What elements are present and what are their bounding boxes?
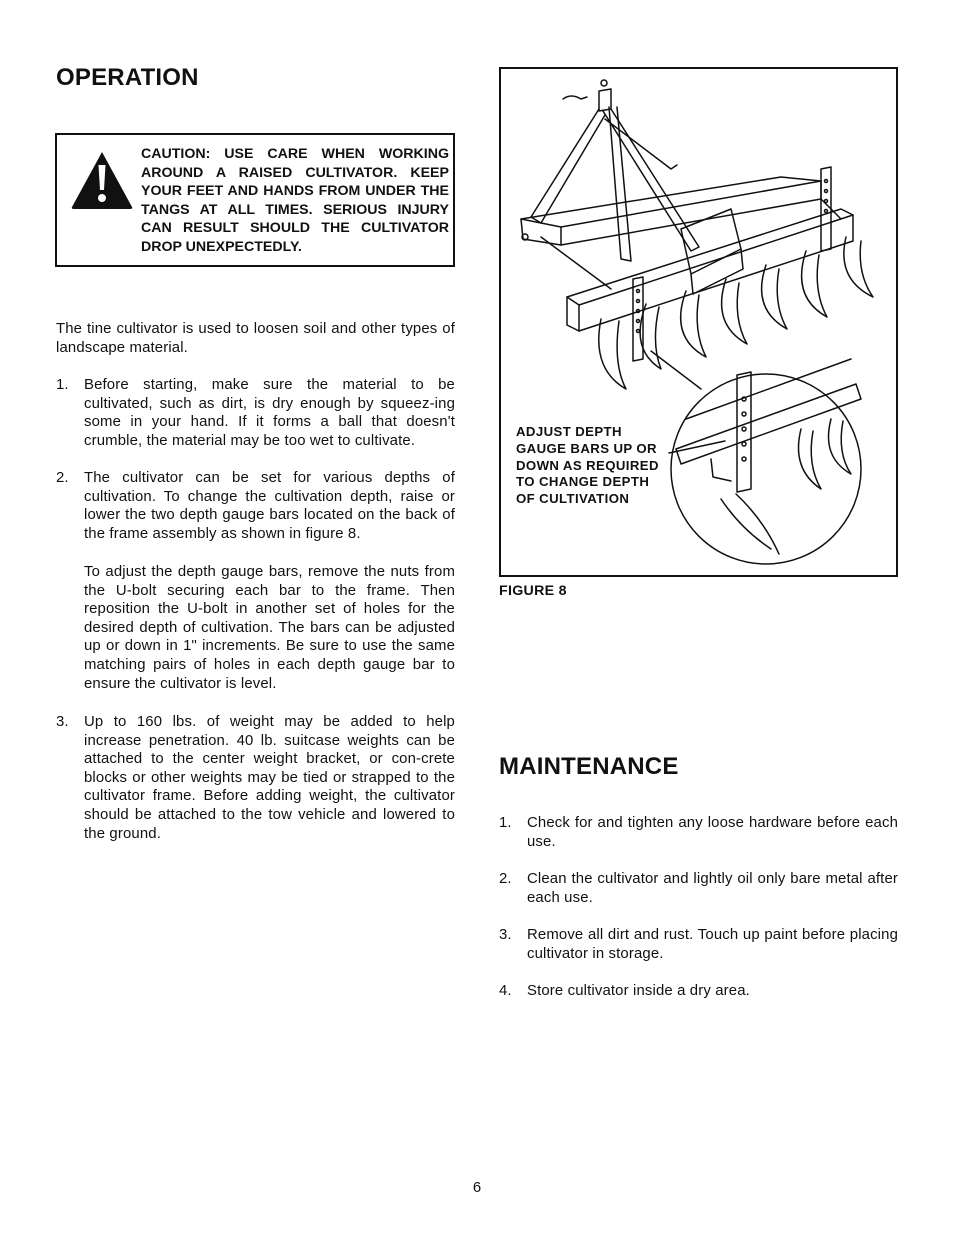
- page-number: 6: [472, 1180, 482, 1196]
- caution-text: CAUTION: USE CARE WHEN WORKING AROUND A RAISED CULTIVATOR. KEEP YOUR FEET AND HANDS FROM UNDER THE TANGS AT ALL TIMES. SERIOUS INJURY CAN RESULT SHOULD THE CULTIVATOR DROP UNEXPECTEDLY.: [141, 146, 449, 255]
- caution-box: [55, 133, 455, 267]
- maintenance-step-3: [499, 926, 898, 964]
- step-number: 1.: [499, 815, 512, 831]
- step-text: Store cultivator inside a dry area.: [527, 983, 750, 999]
- step-text: To adjust the depth gauge bars, remove the nuts from the U-bolt securing each bar to the frame. Then reposition the U-bolt in another set of holes for the desired depth of cultivation. The bars can be adjusted up or down in 1" increments. Be sure to use the same matching pairs of holes in each depth gauge bar to ensure the cultivator is level.: [84, 564, 455, 692]
- intro-paragraph: The tine cultivator is used to loosen soil and other types of landscape material.: [56, 321, 455, 356]
- step-text: Before starting, make sure the material to be cultivated, such as dirt, is dry enough by squeez-ing some in your hand. If it forms a ball that doesn't crumble, the material may be too wet to cultivate.: [84, 377, 455, 449]
- operation-step-2: [56, 469, 455, 545]
- step-text: Clean the cultivator and lightly oil only bare metal after each use.: [527, 871, 898, 906]
- step-text: Check for and tighten any loose hardware before each use.: [527, 815, 898, 850]
- figure-label: FIGURE 8: [499, 583, 567, 599]
- step-number: 2.: [499, 871, 512, 887]
- step-text: The cultivator can be set for various depths of cultivation. To change the cultivation depth, raise or lower the two depth gauge bars located on the back of the frame assembly as shown in figure 8.: [84, 470, 455, 542]
- step-number: 4.: [499, 983, 512, 999]
- operation-step-3: [56, 713, 455, 845]
- maintenance-heading: MAINTENANCE: [499, 753, 679, 780]
- warning-triangle-icon: [69, 149, 135, 211]
- operation-step-1: [56, 376, 455, 452]
- step-number: 3.: [499, 927, 512, 943]
- maintenance-step-1: [499, 814, 898, 852]
- step-text: Up to 160 lbs. of weight may be added to help increase penetration. 40 lb. suitcase weights can be attached to the center weight bracket, or con-crete blocks or other weights may be tied or strapped to the cultivator frame. Before adding weight, the cultivator should be attached to the tow vehicle and lowered to the ground.: [84, 714, 455, 842]
- maintenance-step-2: [499, 870, 898, 908]
- figure-callout: ADJUST DEPTH GAUGE BARS UP OR DOWN AS REQUIRED TO CHANGE DEPTH OF CULTIVATION: [516, 424, 659, 507]
- operation-step-2-continued: [84, 563, 455, 695]
- figure-8-frame: [499, 67, 898, 577]
- step-number: 2.: [56, 470, 69, 486]
- step-text: Remove all dirt and rust. Touch up paint before placing cultivator in storage.: [527, 927, 898, 962]
- operation-heading: OPERATION: [56, 64, 199, 91]
- step-number: 1.: [56, 377, 69, 393]
- maintenance-step-4: [499, 982, 898, 1002]
- step-number: 3.: [56, 714, 69, 730]
